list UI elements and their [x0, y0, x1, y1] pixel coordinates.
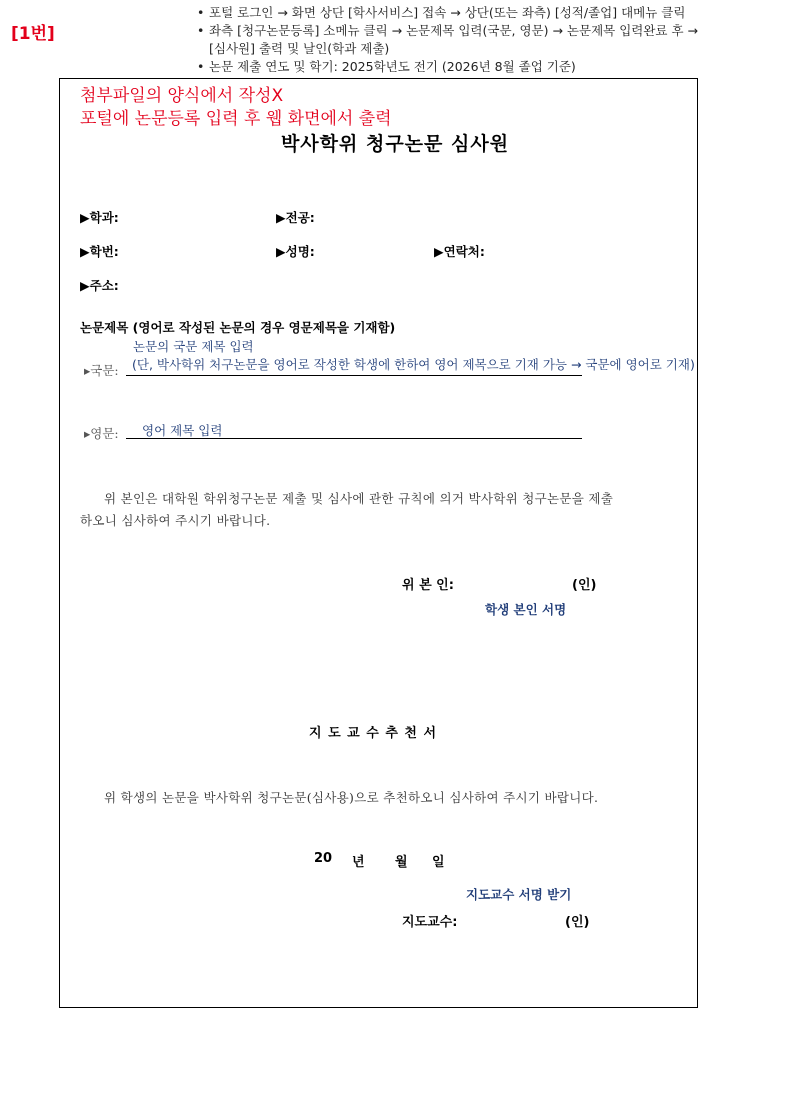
date-year-unit: 년 [352, 855, 365, 870]
date-day-unit: 일 [432, 855, 445, 870]
instruction-line-2: • 좌측 [청구논문등록] 소메뉴 클릭 → 논문제목 입력(국문, 영문) → 논문제목 입력완료 후 → [197, 23, 698, 38]
instruction-line-3: [심사원] 출력 및 날인(학과 제출) [209, 41, 390, 56]
date-month-unit: 월 [395, 855, 408, 870]
advisor-seal: (인) [565, 915, 590, 930]
thesis-title-heading: 논문제목 (영어로 작성된 논문의 경우 영문제목을 기재함) [80, 320, 396, 335]
address-label: ▶주소: [80, 278, 119, 293]
application-form-border [59, 78, 698, 1008]
statement-line-2: 하오니 심사하여 주시기 바랍니다. [80, 513, 271, 528]
korean-title-note: (단, 박사학위 처구논문을 영어로 작성한 학생에 한하여 영어 제목으로 기재 가능 → 국문에 영어로 기재) [132, 357, 695, 372]
english-title-underline [126, 438, 582, 439]
red-note-line-2: 포털에 논문등록 입력 후 웹 화면에서 출력 [80, 109, 392, 129]
applicant-label: 위 본 인: [402, 578, 454, 593]
student-sign-note: 학생 본인 서명 [485, 602, 567, 617]
instruction-line-1: • 포털 로그인 → 화면 상단 [학사서비스] 접속 → 상단(또는 좌측) [성적/졸업] 대메뉴 클릭 [197, 5, 686, 20]
advisor-sign-note: 지도교수 서명 받기 [466, 887, 572, 902]
name-label: ▶성명: [276, 244, 315, 259]
english-title-label: ▸영문: [84, 426, 119, 441]
applicant-seal: (인) [572, 578, 597, 593]
korean-title-hint: 논문의 국문 제목 입력 [133, 339, 254, 354]
page-number-tag: [1번] [11, 24, 55, 44]
department-label: ▶학과: [80, 210, 119, 225]
contact-label: ▶연락처: [434, 244, 485, 259]
statement-line-1: 위 본인은 대학원 학위청구논문 제출 및 심사에 관한 규칙에 의거 박사학위 청구논문을 제출 [104, 491, 614, 506]
advisor-label: 지도교수: [402, 915, 458, 930]
korean-title-underline [126, 375, 582, 376]
form-title: 박사학위 청구논문 심사원 [280, 133, 510, 155]
date-year: 20 [314, 851, 333, 866]
english-title-hint: 영어 제목 입력 [142, 423, 223, 438]
korean-title-label: ▸국문: [84, 363, 119, 378]
instruction-line-4: • 논문 제출 연도 및 학기: 2025학년도 전기 (2026년 8월 졸업 기준) [197, 59, 576, 74]
recommendation-text: 위 학생의 논문을 박사학위 청구논문(심사용)으로 추천하오니 심사하여 주시기 바랍니다. [104, 790, 599, 805]
major-label: ▶전공: [276, 210, 315, 225]
recommendation-title: 지 도 교 수 추 천 서 [309, 726, 438, 741]
red-note-line-1: 첨부파일의 양식에서 작성X [80, 86, 284, 106]
student-id-label: ▶학번: [80, 244, 119, 259]
